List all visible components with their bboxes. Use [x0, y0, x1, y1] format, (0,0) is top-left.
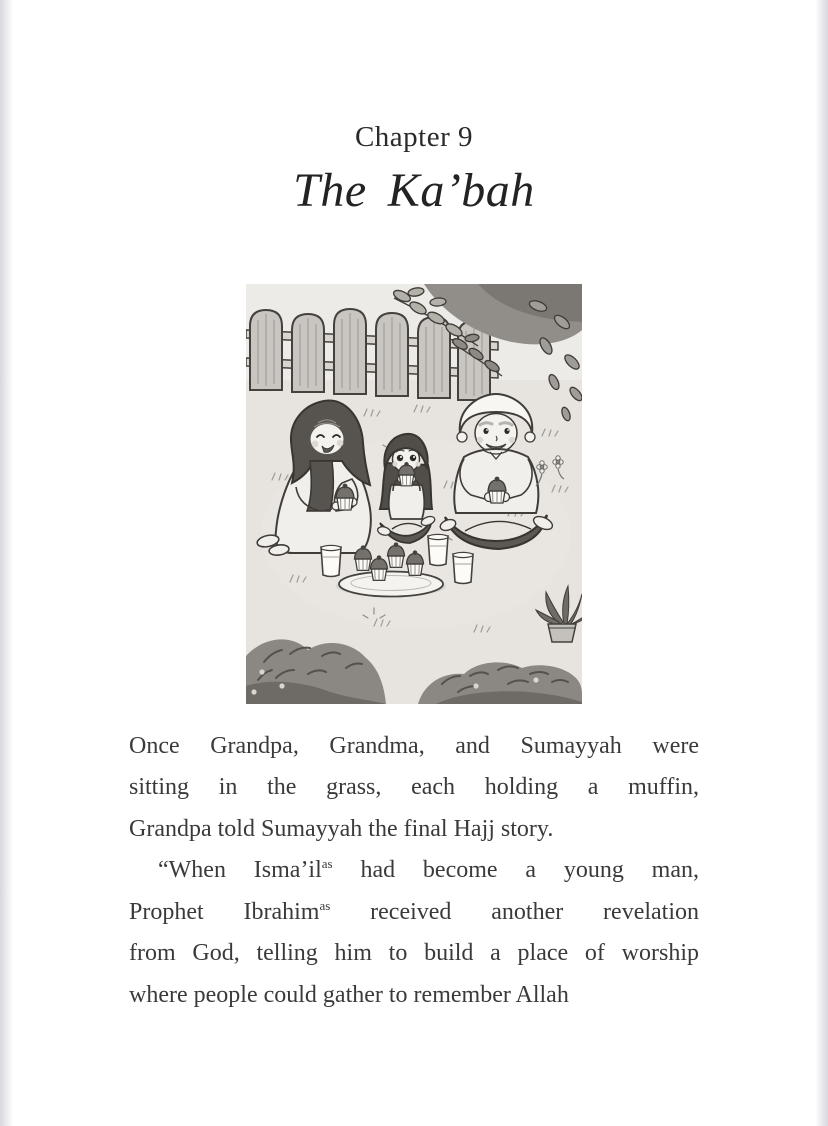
body-text-line: sitting in the grass, each holding a muffin, — [129, 774, 699, 801]
family-picnic-illustration — [246, 284, 582, 704]
paragraph-1 — [129, 726, 699, 851]
body-text-line: Once Grandpa, Grandma, and Sumayyah were — [129, 732, 699, 759]
chapter-illustration — [246, 284, 582, 704]
paragraph-2 — [129, 850, 699, 1016]
body-text-line: from God, telling him to build a place of worship — [129, 940, 699, 967]
chapter-title: The Ka’bah — [293, 163, 535, 217]
honorific-superscript: as — [321, 856, 333, 872]
body-text-line: Grandpa told Sumayyah the final Hajj story. — [129, 815, 554, 842]
body-text — [129, 726, 699, 1017]
text-segment: “When Isma’il — [158, 857, 322, 884]
text-segment: received another revelation — [330, 898, 699, 925]
text-segment: Prophet Ibrahim — [129, 898, 320, 925]
body-text-line — [129, 850, 699, 892]
text-segment: had become a young man, — [332, 857, 699, 884]
chapter-label: Chapter 9 — [354, 121, 474, 153]
body-text-line: where people could gather to remember Allah — [129, 981, 569, 1008]
body-text-line — [129, 892, 699, 934]
honorific-superscript: as — [319, 897, 331, 913]
page-edge-right — [815, 0, 828, 1126]
page-edge-left — [0, 0, 13, 1126]
